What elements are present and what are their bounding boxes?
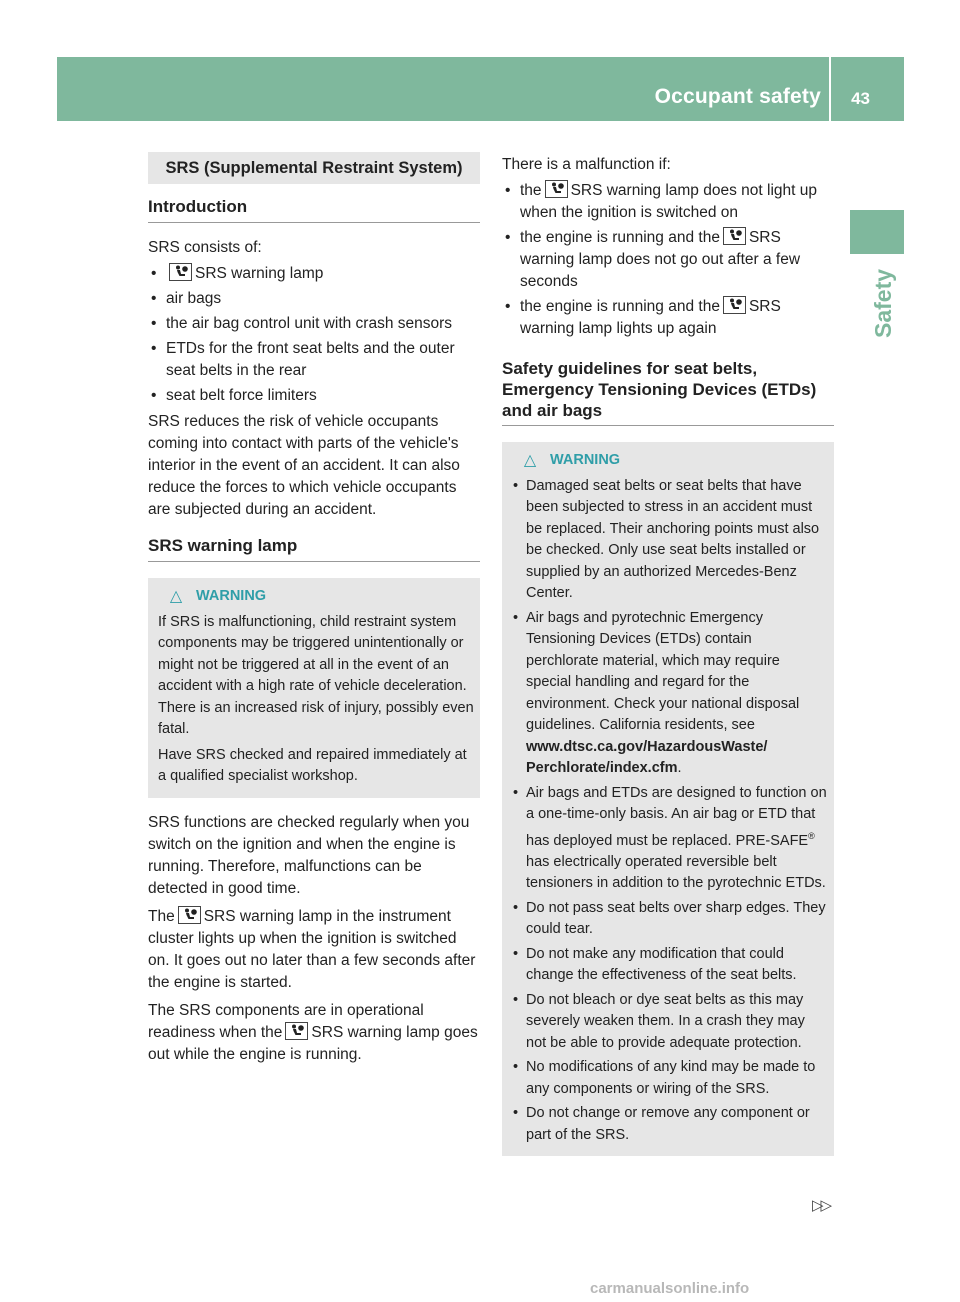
srs-warning-lamp-icon (169, 263, 192, 281)
warning-header (158, 586, 474, 608)
list-item: • Do not make any modification that could change the effectiveness of the seat belts. (512, 944, 828, 987)
guidelines-heading: Safety guidelines for seat belts, Emergency Tensioning Devices (ETDs) and air bags (502, 358, 834, 426)
chapter-tab-label: Safety (870, 268, 896, 338)
intro-paragraph: SRS reduces the risk of vehicle occupants coming into contact with parts of the vehicle's interior in the event of an accident. It can also reduce the forces to which vehicle occupants are subjected during an accident. (148, 413, 460, 518)
srs-components-list (148, 263, 480, 407)
list-item: • Damaged seat belts or seat belts that have been subjected to stress in an accident must be replaced. Their anchoring points must also be checked. Only use seat belts installed or supplied by an authorized Mercedes-Benz Center. (512, 476, 828, 605)
body-paragraph: The SRS warning lamp in the instrument cluster lights up when the ignition is switched on. It goes out no later than a few seconds after the engine is started. (148, 907, 476, 991)
srs-warning-lamp-icon (723, 227, 746, 245)
list-item: • the engine is running and the SRS warning lamp lights up again (502, 296, 834, 340)
list-item: • No modifications of any kind may be made to any components or wiring of the SRS. (512, 1057, 828, 1100)
disposal-guidelines-link[interactable]: www.dtsc.ca.gov/HazardousWaste/ Perchlorate/index.cfm (526, 738, 768, 776)
warning-text: If SRS is malfunctioning, child restraint system components may be triggered unintentionally or might not be triggered at all in the event of an accident with a high rate of vehicle deceleration. There is an increased risk of injury, possibly even fatal. (158, 613, 474, 737)
intro-heading: Introduction (148, 196, 480, 223)
srs-warning-lamp-icon (545, 180, 568, 198)
left-column (148, 150, 480, 1066)
chapter-tab-marker (850, 210, 904, 254)
list-item: • Do not bleach or dye seat belts as this may severely weaken them. In a crash they may not be able to provide adequate protection. (512, 990, 828, 1055)
warning-header (512, 450, 828, 472)
header-bar (57, 57, 904, 121)
warning-list (512, 476, 828, 1147)
watermark: carmanualsonline.info (590, 1280, 750, 1297)
list-item: • the engine is running and the SRS warning lamp does not go out after a few seconds (502, 227, 834, 293)
list-item: • the SRS warning lamp does not light up when the ignition is switched on (502, 180, 834, 224)
warning-label: WARNING (196, 588, 267, 604)
warning-box (502, 442, 834, 1156)
srs-warning-lamp-icon (178, 906, 201, 924)
list-item: • ETDs for the front seat belts and the outer seat belts in the rear (148, 338, 480, 382)
list-item: • Air bags and ETDs are designed to function on a one-time-only basis. An air bag or ETD that has deployed must be replaced. PRE-SAFE® has electrically operated reversible belt tensioners in addition to the pyrotechnic ETDs. (512, 783, 828, 895)
list-item: • air bags (148, 288, 480, 310)
warning-lamp-heading: SRS warning lamp (148, 535, 480, 562)
continued-arrow-icon: ▷▷ (812, 1197, 830, 1214)
body-paragraph: SRS functions are checked regularly when you switch on the ignition and when the engine is running. Therefore, malfunctions can be detected in good time. (148, 813, 470, 897)
warning-text: Have SRS checked and repaired immediately at a qualified specialist workshop. (158, 746, 467, 784)
header-divider (829, 57, 831, 121)
malfunction-list (502, 180, 834, 340)
body-paragraph: The SRS components are in operational readiness when the SRS warning lamp goes out while the engine is running. (148, 1001, 478, 1063)
list-item: • the air bag control unit with crash sensors (148, 313, 480, 335)
warning-label: WARNING (550, 452, 621, 468)
list-item: • Air bags and pyrotechnic Emergency Tensioning Devices (ETDs) contain perchlorate material, which may require special handling and regard for the environment. Check your national disposal guidelines. California residents, see www.dtsc.ca.gov/HazardousWaste/ Perchlorate/index.cfm. (512, 608, 828, 780)
section-title: SRS (Supplemental Restraint System) (148, 152, 480, 184)
page-section-title: Occupant safety (654, 85, 821, 108)
warning-triangle-icon: △ (169, 588, 183, 605)
warning-triangle-icon: △ (523, 452, 537, 469)
page-number: 43 (851, 89, 870, 108)
intro-lead: SRS consists of: (148, 239, 262, 256)
warning-box (148, 578, 480, 798)
malfunction-lead: There is a malfunction if: (502, 156, 671, 173)
list-item: • Do not change or remove any component or part of the SRS. (512, 1103, 828, 1146)
list-item: • seat belt force limiters (148, 385, 480, 407)
srs-warning-lamp-icon (723, 296, 746, 314)
srs-warning-lamp-icon (285, 1022, 308, 1040)
list-item: • Do not pass seat belts over sharp edges. They could tear. (512, 898, 828, 941)
list-item: • SRS warning lamp (148, 263, 480, 285)
right-column (502, 154, 834, 1156)
